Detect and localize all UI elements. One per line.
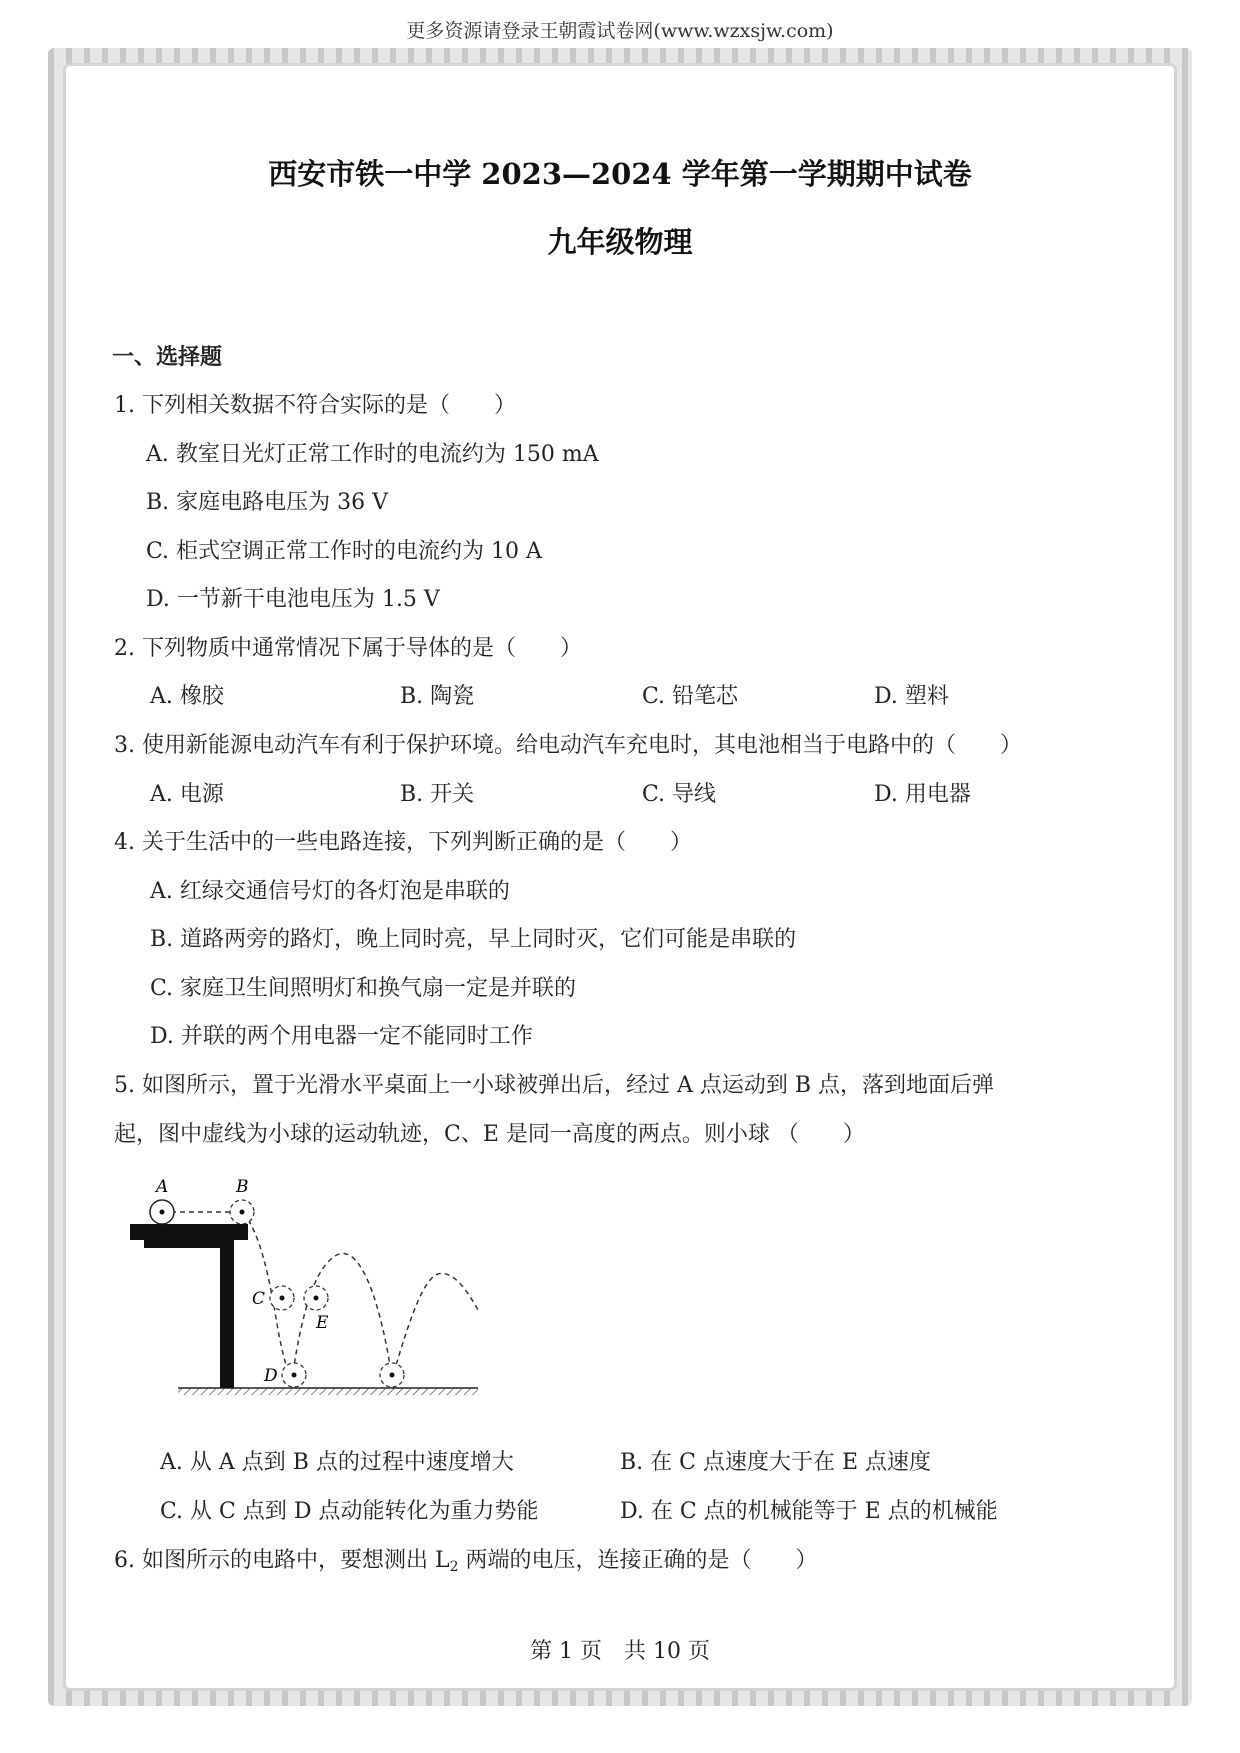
exam-subtitle: 九年级物理 [547, 225, 693, 259]
question-1-option-b: B. 家庭电路电压为 36 V [146, 490, 389, 515]
question-2-option-a: A. 橡胶 [150, 684, 224, 709]
question-5-option-c: C. 从 C 点到 D 点动能转化为重力势能 [160, 1499, 539, 1524]
question-4-option-c: C. 家庭卫生间照明灯和换气扇一定是并联的 [150, 976, 577, 1001]
label-c: C [252, 1289, 266, 1309]
question-3-stem: 3. 使用新能源电动汽车有利于保护环境。给电动汽车充电时，其电池相当于电路中的（ ） [114, 733, 1022, 758]
page-footer: 第 1 页 共 10 页 [530, 1639, 710, 1664]
question-5-option-d: D. 在 C 点的机械能等于 E 点的机械能 [620, 1499, 998, 1524]
question-5-figure [120, 1170, 500, 1405]
ball-d [282, 1363, 306, 1387]
question-6-stem-before: 6. 如图所示的电路中，要想测出 L [114, 1548, 450, 1573]
question-4-option-a: A. 红绿交通信号灯的各灯泡是串联的 [150, 879, 510, 904]
ball-a [150, 1200, 174, 1224]
question-5-stem-line-1: 5. 如图所示，置于光滑水平桌面上一小球被弹出后，经过 A 点运动到 B 点，落到地面后弹 [114, 1073, 995, 1098]
question-1-option-a: A. 教室日光灯正常工作时的电流约为 150 mA [146, 442, 599, 467]
question-3-option-d: D. 用电器 [874, 782, 971, 807]
question-1-option-d: D. 一节新干电池电压为 1.5 V [146, 587, 440, 612]
question-1-option-c: C. 柜式空调正常工作时的电流约为 10 A [146, 539, 542, 564]
ball-landing-2 [380, 1363, 404, 1387]
label-a: A [156, 1177, 169, 1197]
question-6-stem [114, 1543, 818, 1575]
question-6-stem-subscript: 2 [449, 1559, 459, 1575]
label-e: E [316, 1313, 329, 1333]
ball-e [304, 1286, 328, 1310]
question-2-option-b: B. 陶瓷 [400, 684, 475, 709]
watermark-text: 更多资源请登录王朝霞试卷网(www.wzxsjw.com) [406, 20, 834, 42]
question-2-option-c: C. 铅笔芯 [642, 684, 739, 709]
question-4-option-b: B. 道路两旁的路灯，晚上同时亮，早上同时灭，它们可能是串联的 [150, 927, 797, 952]
question-3-option-b: B. 开关 [400, 782, 475, 807]
question-5-option-a: A. 从 A 点到 B 点的过程中速度增大 [160, 1450, 514, 1475]
question-6-stem-after: 两端的电压，连接正确的是（ ） [458, 1548, 818, 1573]
question-5-option-b: B. 在 C 点速度大于在 E 点速度 [620, 1450, 932, 1475]
label-b: B [236, 1177, 249, 1197]
ball-c [270, 1286, 294, 1310]
question-2-option-d: D. 塑料 [874, 684, 949, 709]
exam-title: 西安市铁一中学 2023—2024 学年第一学期期中试卷 [268, 157, 972, 191]
question-3-option-c: C. 导线 [642, 782, 717, 807]
question-4-option-d: D. 并联的两个用电器一定不能同时工作 [150, 1024, 533, 1049]
question-2-stem: 2. 下列物质中通常情况下属于导体的是（ ） [114, 636, 582, 661]
ball-b [230, 1200, 254, 1224]
table [130, 1224, 248, 1388]
question-4-stem: 4. 关于生活中的一些电路连接，下列判断正确的是（ ） [114, 830, 692, 855]
question-5-stem-line-2: 起，图中虚线为小球的运动轨迹，C、E 是同一高度的两点。则小球 （ ） [114, 1122, 865, 1147]
label-d: D [264, 1366, 278, 1386]
question-3-option-a: A. 电源 [150, 782, 224, 807]
question-1-stem: 1. 下列相关数据不符合实际的是（ ） [114, 393, 516, 418]
section-heading: 一、选择题 [112, 344, 223, 370]
ground [178, 1388, 478, 1395]
